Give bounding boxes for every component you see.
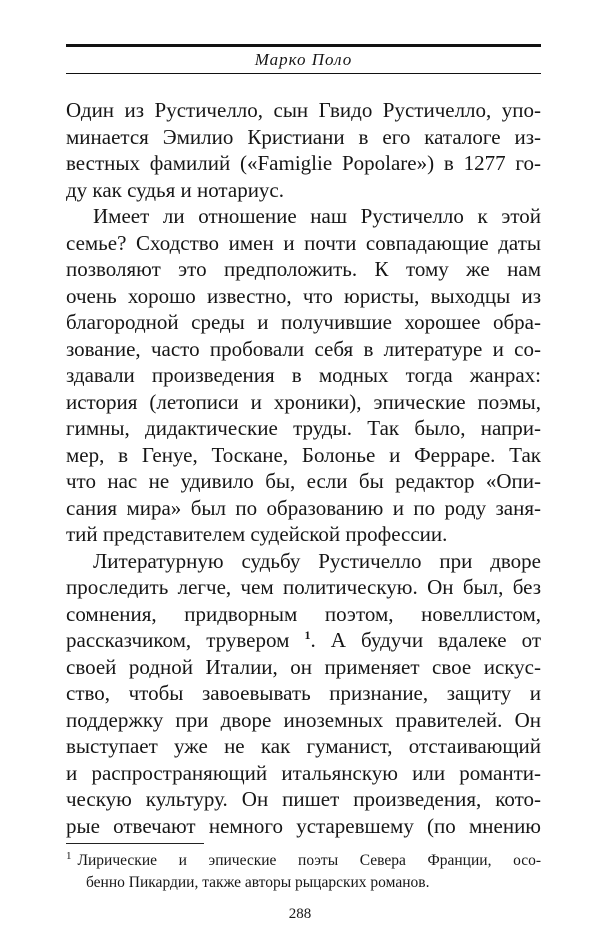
text-line: ство, чтобы завоевывать признание, защиту и — [66, 681, 541, 705]
text-line: история (летописи и хроники), эпические поэмы, — [66, 389, 541, 414]
running-title: Марко Поло — [254, 50, 353, 69]
text-line: ческую культуру. Он пишет произведения, кото- — [66, 787, 541, 811]
text-line: ду как судья и нотариус. — [66, 177, 284, 202]
footnote-line: бенно Пикардии, также авторы рыцарских романов. — [86, 874, 430, 891]
footnote-reference[interactable]: 1 — [304, 628, 311, 642]
header-bottom-rule — [66, 73, 541, 74]
text-line: здавали произведения в модных тогда жанрах: — [66, 363, 541, 387]
footnote-line — [66, 850, 541, 872]
text-line: вестных фамилий («Famiglie Popolare») в 1277 го- — [66, 151, 541, 175]
text-line: позволяют это предположить. К тому же нам — [66, 257, 541, 281]
text-line: что нас не удивило бы, если бы редактор «Опи- — [66, 469, 541, 493]
footnote — [66, 850, 541, 894]
text-line: сомнения, придворным поэтом, новеллистом, — [66, 601, 541, 626]
text-line-with-footnote — [66, 627, 541, 654]
header-top-rule — [66, 44, 541, 47]
text-line: сания мира» был по образованию и по роду заня- — [66, 495, 541, 520]
footnote-text: Лирические и эпические поэты Севера Франции, осо- — [77, 852, 541, 869]
text-line: своей родной Италии, он применяет свое искус- — [66, 654, 541, 679]
text-line: проследить легче, чем политическую. Он был, без — [66, 575, 541, 599]
text-segment: рассказчиком, трувером — [66, 628, 290, 652]
text-line: Литературную судьбу Рустичелло при дворе — [93, 548, 541, 573]
text-line: минается Эмилио Кристиани в его каталоге из- — [66, 124, 541, 149]
text-line: выступает уже не как гуманист, отстаивающий — [66, 734, 541, 758]
text-line: тий представителем судейской профессии. — [66, 522, 448, 546]
body-text — [66, 97, 541, 839]
page-number: 288 — [288, 906, 312, 922]
text-line: и распространяющий итальянскую или романти- — [66, 760, 541, 785]
text-line: семье? Сходство имен и почти совпадающие даты — [66, 230, 541, 255]
footnote-separator — [66, 843, 204, 844]
text-line: очень хорошо известно, что юристы, выходцы из — [66, 283, 541, 308]
text-line: Имеет ли отношение наш Рустичелло к этой — [93, 204, 541, 228]
text-line: Один из Рустичелло, сын Гвидо Рустичелло, упо- — [66, 98, 541, 122]
running-header — [66, 44, 541, 76]
text-line: рые отвечают немного устаревшему (по мнению — [66, 813, 541, 838]
text-line: зование, часто пробовали себя в литературе и со- — [66, 336, 541, 361]
text-line: благородной среды и получившие хорошее обра- — [66, 310, 541, 334]
text-line: гимны, дидактические труды. Так было, напри- — [66, 416, 541, 440]
text-segment: . А будучи вдалеке от — [310, 628, 541, 652]
text-line: мер, в Генуе, Тоскане, Болонье и Ферраре. Так — [66, 442, 541, 467]
footnote-marker: 1 — [66, 850, 72, 862]
text-line: поддержку при дворе иноземных правителей. Он — [66, 707, 541, 732]
